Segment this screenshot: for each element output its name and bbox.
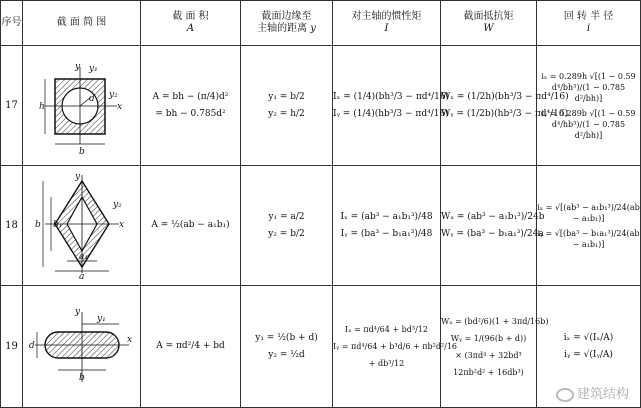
section-diagram [23, 286, 141, 408]
wechat-logo-icon [556, 388, 574, 402]
header-no: 序号 [1, 1, 23, 46]
header-distance: 截面边缘至 主轴的距离 y [241, 1, 333, 46]
svg-text:a: a [78, 271, 84, 282]
row-number: 17 [1, 46, 23, 166]
svg-text:x: x [118, 219, 124, 230]
area-formula: A = ½(ab − a₁b₁) [141, 166, 241, 286]
distance-formula: y₁ = ½(b + d) y₂ = ½d [241, 286, 333, 408]
svg-text:x: x [126, 334, 132, 345]
rounded-slot-diagram [27, 290, 137, 400]
svg-text:y₁: y₁ [96, 313, 106, 324]
svg-text:y₁: y₁ [88, 63, 98, 74]
hollow-rectangle-diagram [27, 49, 137, 159]
row-number: 19 [1, 286, 23, 408]
hollow-rhombus-diagram [27, 169, 137, 282]
section-diagram [23, 46, 141, 166]
svg-text:d: d [88, 93, 95, 104]
area-formula: A = bh − (π/4)d² = bh − 0.785d² [141, 46, 241, 166]
section-diagram [23, 166, 141, 286]
distance-formula: y₁ = b/2 y₂ = h/2 [241, 46, 333, 166]
radius-formula: iₓ = √[(ab³ − a₁b₁³)/24(ab − a₁b₁)] iᵧ = √[(ba³ − b₁a₁³)/24(ab − a₁b₁)] [537, 166, 641, 286]
table-row [1, 166, 641, 286]
table-row [1, 286, 641, 408]
svg-text:y: y [74, 171, 80, 182]
distance-formula: y₁ = a/2 y₂ = b/2 [241, 166, 333, 286]
radius-formula: iₓ = 0.289h √[(1 − 0.59 d⁴/bh³)/(1 − 0.785 d²/bh)] iᵧ = 0.289b √[(1 − 0.59 d⁴/hb³)/(1 − 0.785 d²/bh)] [537, 46, 641, 166]
svg-text:b₁: b₁ [52, 219, 62, 230]
header-modulus: 截面抵抗矩 W [441, 1, 537, 46]
watermark: 建筑结构 [556, 383, 629, 402]
radius-formula: iₓ = √(Iₓ/A) iᵧ = √(Iᵧ/A) [537, 286, 641, 408]
inertia-formula: Iₓ = πd⁴/64 + bd³/12 Iᵧ = πd⁴/64 + b³d/6 + πb²d²/16 + db³/12 [333, 286, 441, 408]
table-row [1, 46, 641, 166]
svg-text:d: d [28, 340, 35, 351]
svg-text:a₁: a₁ [78, 251, 88, 262]
svg-text:y₂: y₂ [112, 199, 122, 210]
modulus-formula: Wₓ = (1/2h)(bh³/3 − πd⁴/16) Wᵧ = (1/2b)(hb³/3 − πd⁴/16) [441, 46, 537, 166]
svg-text:x: x [116, 101, 122, 112]
svg-text:h: h [38, 101, 45, 112]
svg-text:y₂: y₂ [108, 89, 118, 100]
area-formula: A = πd²/4 + bd [141, 286, 241, 408]
modulus-formula: Wₓ = (bd²/6)(1 + 3πd/16b) Wᵧ = 1/(96(b + d)) × (3πd⁴ + 32bd³ 12πb²d² + 16db³) [441, 286, 537, 408]
header-area: 截 面 积 A [141, 1, 241, 46]
header-radius: 回 转 半 径 i [537, 1, 641, 46]
modulus-formula: Wₓ = (ab³ − a₁b₁³)/24b Wᵧ = (ba³ − b₁a₁³)/24a [441, 166, 537, 286]
svg-text:b: b [78, 146, 85, 157]
row-number: 18 [1, 166, 23, 286]
svg-text:y: y [74, 61, 80, 72]
inertia-formula: Iₓ = (1/4)(bh³/3 − πd⁴/16) Iᵧ = (1/4)(hb³/3 − πd⁴/16) [333, 46, 441, 166]
svg-text:b: b [78, 372, 85, 383]
header-row [1, 1, 641, 46]
inertia-formula: Iₓ = (ab³ − a₁b₁³)/48 Iᵧ = (ba³ − b₁a₁³)/48 [333, 166, 441, 286]
header-inertia: 对主轴的惯性矩 I [333, 1, 441, 46]
svg-text:y: y [74, 306, 80, 317]
header-diagram: 截 面 简 图 [23, 1, 141, 46]
svg-text:b: b [34, 219, 41, 230]
